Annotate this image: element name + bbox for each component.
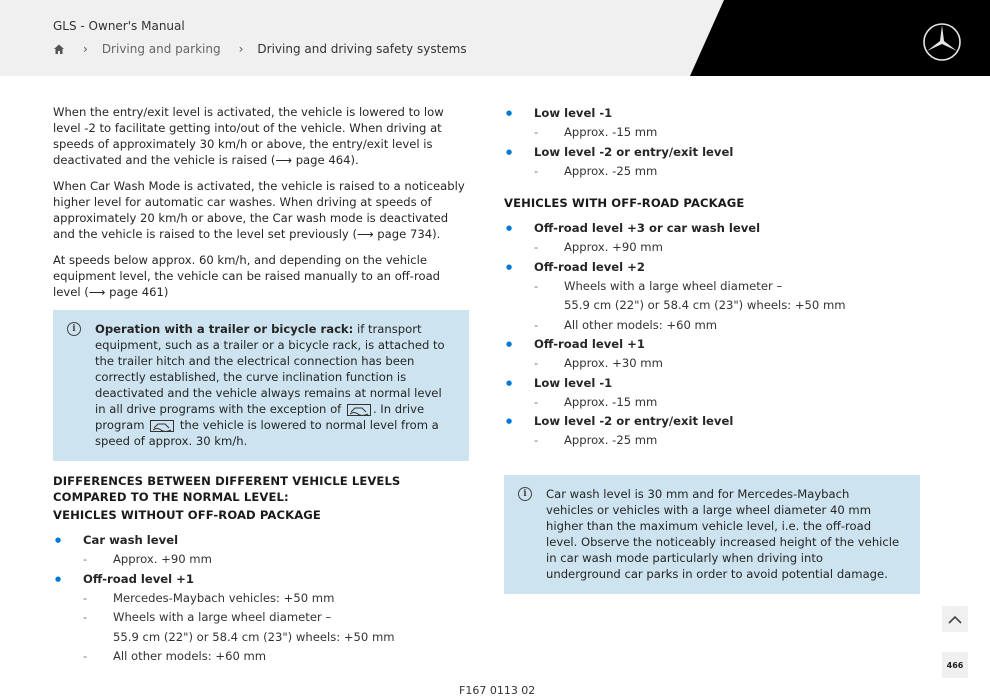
figure-code: F167 0113 02 bbox=[459, 684, 536, 697]
right-column bbox=[504, 104, 920, 594]
sub-item: - Approx. +90 mm bbox=[83, 550, 469, 570]
info-icon: i bbox=[67, 322, 81, 336]
scroll-to-top-button[interactable] bbox=[942, 606, 968, 632]
page-number-badge[interactable]: 466 bbox=[942, 652, 968, 678]
info-box-car-wash bbox=[504, 475, 920, 594]
info-box-trailer bbox=[53, 310, 469, 461]
sub-item: - Approx. -25 mm bbox=[534, 162, 920, 182]
list-item: ● Low level -1 - Approx. -15 mm bbox=[504, 104, 920, 143]
drive-program-icon bbox=[150, 420, 174, 432]
list-item: ● Off-road level +3 or car wash level - Approx. +90 mm bbox=[504, 219, 920, 258]
info-text-2: . In drive program bbox=[95, 402, 425, 432]
page-header bbox=[0, 0, 990, 76]
list-item: ● Off-road level +1 - Mercedes-Maybach vehicles: +50 mm - Wheels with a large wheel diameter – 55.9 cm (22") or 58.4 cm (23") wheels: +50 mm - All other models: +60 mm bbox=[53, 570, 469, 667]
sub-item: - Wheels with a large wheel diameter – 55.9 cm (22") or 58.4 cm (23") wheels: +50 mm bbox=[83, 608, 469, 647]
paragraph-off-road: At speeds below approx. 60 km/h, and depending on the vehicle equipment level, the vehicle can be raised manually to an off-road level (⟶ page 461) bbox=[53, 253, 441, 299]
sub-item: - Wheels with a large wheel diameter – 55.9 cm (22") or 58.4 cm (23") wheels: +50 mm bbox=[534, 277, 920, 316]
breadcrumb-item-driving-parking[interactable]: Driving and parking bbox=[101, 42, 221, 56]
sub-item: - All other models: +60 mm bbox=[534, 316, 920, 336]
info-icon: i bbox=[518, 487, 532, 501]
paragraph-entry-exit: When the entry/exit level is activated, the vehicle is lowered to low level -2 to facilitate getting into/out of the vehicle. When driving at speeds of approximately 30 km/h or above, the entry/exit level is deactivated and the vehicle is raised (⟶ page 464). bbox=[53, 105, 444, 167]
doc-title: GLS - Owner's Manual bbox=[53, 19, 185, 33]
home-icon[interactable] bbox=[53, 43, 65, 55]
chevron-up-icon bbox=[948, 615, 962, 624]
info-text-1: if transport equipment, such as a trailer or a bicycle rack, is attached to the trailer hitch and the electrical connection has been correctly established, the curve inclination function is deactivated and the vehicle always remains at normal level in all drive programs with the exception of bbox=[95, 322, 445, 416]
section-heading-differences: DIFFERENCES BETWEEN DIFFERENT VEHICLE LEVELS COMPARED TO THE NORMAL LEVEL: bbox=[53, 474, 401, 504]
info-text: Car wash level is 30 mm and for Mercedes-Maybach vehicles or vehicles with a large wheel diameter 40 mm higher than the maximum vehicle level, i.e. the off-road level. Observe the noticeably increased height of the vehicle in car wash mode particularly when driving into underground car parks in order to avoid potential damage. bbox=[546, 486, 900, 581]
list-item: ● Low level -1 - Approx. -15 mm bbox=[504, 374, 920, 413]
list-item: ● Off-road level +1 - Approx. +30 mm bbox=[504, 335, 920, 374]
sub-item: - Approx. +90 mm bbox=[534, 238, 920, 258]
drive-program-icon bbox=[347, 404, 371, 416]
list-item: ● Low level -2 or entry/exit level - Approx. -25 mm bbox=[504, 412, 920, 451]
list-item: ● Off-road level +2 - Wheels with a large wheel diameter – 55.9 cm (22") or 58.4 cm (23") wheels: +50 mm - All other models: +60 mm bbox=[504, 258, 920, 336]
chevron-right-icon: › bbox=[238, 42, 244, 56]
paragraph-car-wash-mode: When Car Wash Mode is activated, the vehicle is raised to a noticeably higher level for automatic car washes. When driving at speeds of approximately 20 km/h or above, the Car wash mode is deactivated and the vehicle is raised to the level set previously (⟶ page 734). bbox=[53, 179, 465, 241]
breadcrumb-item-current: Driving and driving safety systems bbox=[257, 42, 467, 56]
section-heading-with-offroad: VEHICLES WITH OFF-ROAD PACKAGE bbox=[504, 196, 745, 210]
list-item: ● Car wash level - Approx. +90 mm bbox=[53, 531, 469, 570]
chevron-right-icon: › bbox=[83, 42, 88, 56]
list-item: ● Low level -2 or entry/exit level - Approx. -25 mm bbox=[504, 143, 920, 182]
sub-item: - Mercedes-Maybach vehicles: +50 mm bbox=[83, 589, 469, 609]
breadcrumb bbox=[53, 42, 467, 56]
sub-item: - Approx. -15 mm bbox=[534, 393, 920, 413]
sub-item: - Approx. -15 mm bbox=[534, 123, 920, 143]
sub-item: - Approx. +30 mm bbox=[534, 354, 920, 374]
info-text-3: the vehicle is lowered to normal level from a speed of approx. 30 km/h. bbox=[95, 418, 439, 448]
brand-panel bbox=[690, 0, 990, 76]
info-bold: Operation with a trailer or bicycle rack: bbox=[95, 322, 354, 336]
sub-item: - Approx. -25 mm bbox=[534, 431, 920, 451]
left-column bbox=[53, 104, 469, 667]
mercedes-star-logo[interactable] bbox=[922, 22, 962, 62]
sub-item: - All other models: +60 mm bbox=[83, 647, 469, 667]
section-heading-without-offroad: VEHICLES WITHOUT OFF-ROAD PACKAGE bbox=[53, 508, 321, 522]
